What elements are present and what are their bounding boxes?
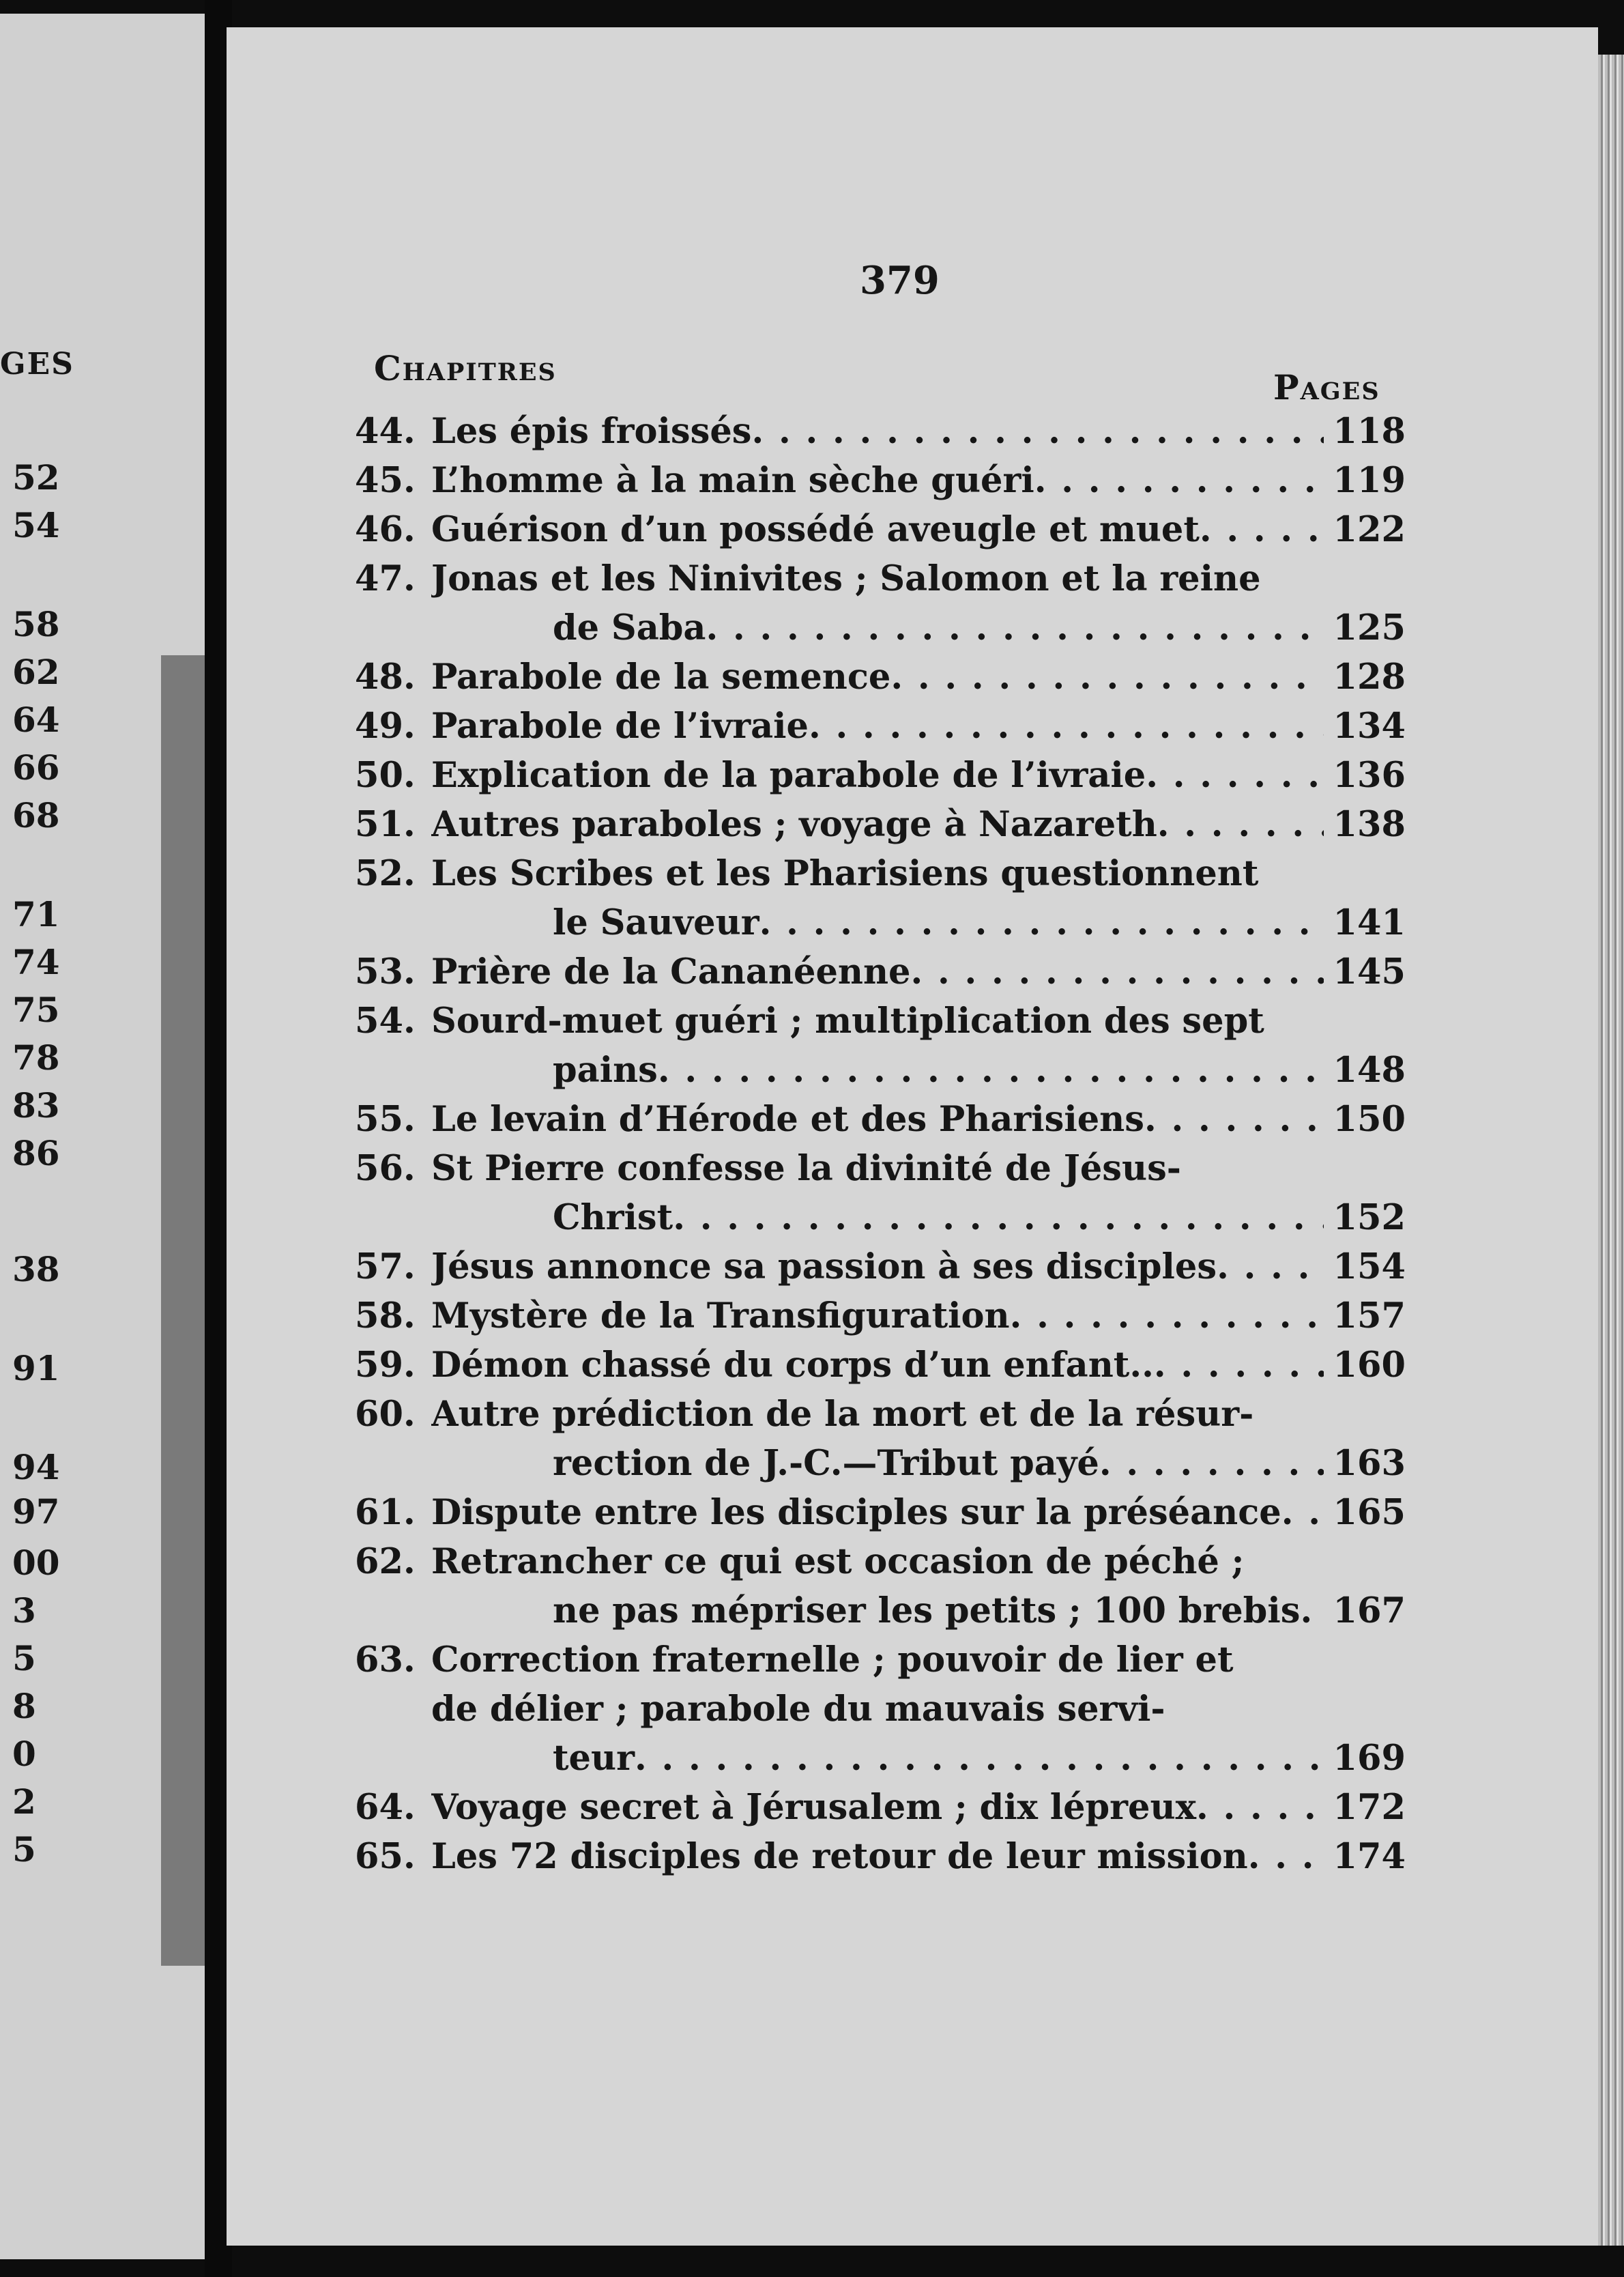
chapter-number: 51. (355, 804, 416, 845)
page-ref: 152 (1333, 1197, 1406, 1238)
chapter-number: 44. (355, 411, 416, 452)
page-ref: 136 (1333, 755, 1406, 796)
page-ref: 134 (1333, 706, 1406, 747)
toc-entry (355, 1488, 1406, 1537)
page-ref: 145 (1333, 951, 1406, 992)
page-ref: 157 (1333, 1295, 1406, 1336)
page-ref: 148 (1333, 1050, 1406, 1091)
chapter-number: 65. (355, 1836, 416, 1877)
chapter-number: 45. (355, 460, 416, 501)
chapter-number: 54. (355, 1001, 416, 1042)
chapter-number: 60. (355, 1394, 416, 1435)
toc-entry (355, 1832, 1406, 1881)
previous-page-number: 68 (12, 795, 60, 835)
chapters-header: Chapitres (374, 348, 557, 388)
chapter-number: 50. (355, 755, 416, 796)
dot-leader (1217, 1242, 1324, 1291)
dot-leader (635, 1734, 1324, 1783)
page-ref: 128 (1333, 657, 1406, 698)
dot-leader (1034, 456, 1324, 505)
chapter-title: Explication de la parabole de l’ivraie (431, 755, 1146, 796)
previous-page-number: 5 (12, 1638, 36, 1678)
toc-entry (355, 1635, 1406, 1783)
toc-entry (355, 653, 1406, 702)
dot-leader (673, 1193, 1324, 1242)
chapter-title: Autre prédiction de la mort et de la résur- (431, 1394, 1254, 1435)
previous-page-number: 0 (12, 1734, 36, 1774)
previous-page-number: 58 (12, 604, 60, 644)
previous-page-number: 97 (12, 1491, 60, 1532)
toc-entry (355, 849, 1406, 947)
dot-leader (1010, 1291, 1324, 1341)
dot-leader (1248, 1832, 1324, 1881)
chapter-title: Correction fraternelle ; pouvoir de lier et (431, 1639, 1234, 1680)
page-ref: 174 (1333, 1836, 1406, 1877)
previous-page-number: 86 (12, 1133, 60, 1173)
page-ref: 165 (1333, 1492, 1406, 1533)
dot-leader (1281, 1488, 1324, 1537)
chapter-number: 62. (355, 1541, 416, 1582)
toc-entry (355, 947, 1406, 997)
chapter-title: de délier ; parabole du mauvais servi- (431, 1689, 1165, 1730)
previous-page-number: 75 (12, 990, 60, 1030)
toc-entry (355, 407, 1406, 456)
page-ref: 169 (1333, 1738, 1406, 1779)
previous-page-number: 71 (12, 894, 60, 934)
toc-entry (355, 1291, 1406, 1341)
previous-page-number: 5 (12, 1829, 36, 1870)
chapter-number: 58. (355, 1295, 416, 1336)
page-ref: 119 (1333, 460, 1406, 501)
page-ref: 172 (1333, 1787, 1406, 1828)
chapter-title: Parabole de la semence (431, 657, 891, 698)
page-ref: 160 (1333, 1345, 1406, 1386)
chapter-title: teur (553, 1738, 635, 1779)
page-number: 379 (860, 258, 940, 303)
previous-page-number: 8 (12, 1686, 36, 1726)
chapter-title: rection de J.-C.—Tribut payé (553, 1443, 1099, 1484)
toc-entry (355, 554, 1406, 653)
toc-entry (355, 800, 1406, 849)
previous-page-number: 83 (12, 1085, 60, 1126)
page-ref: 122 (1333, 509, 1406, 550)
previous-page-number: 54 (12, 505, 60, 545)
dot-leader (752, 407, 1324, 456)
dot-leader (890, 653, 1324, 702)
page-edges (1598, 55, 1624, 2246)
previous-page-number: 94 (12, 1447, 60, 1487)
previous-page-number: 66 (12, 747, 60, 788)
page-ref: 125 (1333, 607, 1406, 648)
chapter-title: Jonas et les Ninivites ; Salomon et la reine (431, 558, 1261, 599)
toc-entry (355, 702, 1406, 751)
chapter-title: Démon chassé du corps d’un enfant.. (431, 1345, 1154, 1386)
toc-entry (355, 997, 1406, 1095)
chapter-title: Guérison d’un possédé aveugle et muet (431, 509, 1200, 550)
previous-page-number: 62 (12, 652, 60, 692)
chapter-number: 53. (355, 951, 416, 992)
page-ref: 167 (1333, 1590, 1406, 1631)
chapter-number: 49. (355, 706, 416, 747)
chapter-title: Prière de la Cananéenne (431, 951, 911, 992)
chapter-title: St Pierre confesse la divinité de Jésus- (431, 1148, 1181, 1189)
page-ref: 118 (1333, 411, 1406, 452)
chapter-title: Les épis froissés (431, 411, 752, 452)
chapter-title: ne pas mépriser les petits ; 100 brebis (553, 1590, 1301, 1631)
dot-leader (658, 1046, 1324, 1095)
page-ref: 141 (1333, 902, 1406, 943)
dot-leader (1157, 800, 1324, 849)
chapter-title: L’homme à la main sèche guéri (431, 460, 1034, 501)
previous-page-number: 64 (12, 700, 60, 740)
previous-page-header: GES (0, 347, 74, 382)
toc-entry (355, 1095, 1406, 1144)
chapter-title: Parabole de l’ivraie (431, 706, 809, 747)
toc-entry (355, 751, 1406, 800)
chapter-number: 47. (355, 558, 416, 599)
toc-entry (355, 456, 1406, 505)
chapter-title: Autres paraboles ; voyage à Nazareth (431, 804, 1157, 845)
dot-leader (1154, 1341, 1324, 1390)
toc-entry (355, 1341, 1406, 1390)
chapter-title: Retrancher ce qui est occasion de péché ; (431, 1541, 1245, 1582)
previous-page-number: 38 (12, 1249, 60, 1289)
chapter-number: 56. (355, 1148, 416, 1189)
previous-page-number: 00 (12, 1543, 60, 1583)
pages-header: Pages (1273, 367, 1380, 407)
chapter-title: Voyage secret à Jérusalem ; dix lépreux (431, 1787, 1196, 1828)
chapter-number: 61. (355, 1492, 416, 1533)
dot-leader (1300, 1586, 1324, 1635)
toc-entry (355, 1144, 1406, 1242)
binding-shadow (161, 655, 209, 1966)
dot-leader (1146, 751, 1324, 800)
chapter-title: Jésus annonce sa passion à ses disciples (431, 1246, 1217, 1287)
chapter-number: 55. (355, 1099, 416, 1140)
dot-leader (1200, 505, 1324, 554)
chapter-number: 46. (355, 509, 416, 550)
table-of-contents (355, 407, 1406, 1881)
chapter-title: Sourd-muet guéri ; multiplication des sept (431, 1001, 1264, 1042)
chapter-number: 48. (355, 657, 416, 698)
previous-page-number: 52 (12, 457, 60, 498)
previous-page-number: 91 (12, 1348, 60, 1388)
chapter-title: Le levain d’Hérode et des Pharisiens (431, 1099, 1144, 1140)
chapter-number: 64. (355, 1787, 416, 1828)
dot-leader (759, 898, 1324, 947)
chapter-title: Les Scribes et les Pharisiens questionnent (431, 853, 1259, 894)
toc-entry (355, 1537, 1406, 1635)
chapter-title: Les 72 disciples de retour de leur mission (431, 1836, 1248, 1877)
dot-leader (911, 947, 1324, 997)
dot-leader (809, 702, 1324, 751)
previous-page-number: 78 (12, 1037, 60, 1078)
dot-leader (1099, 1439, 1324, 1488)
dot-leader (706, 603, 1324, 653)
chapter-title: le Sauveur (553, 902, 759, 943)
chapter-title: Mystère de la Transfiguration (431, 1295, 1010, 1336)
chapter-title: Dispute entre les disciples sur la préséance (431, 1492, 1281, 1533)
page-ref: 163 (1333, 1443, 1406, 1484)
page-ref: 154 (1333, 1246, 1406, 1287)
previous-page-number: 2 (12, 1781, 36, 1822)
chapter-number: 57. (355, 1246, 416, 1287)
toc-entry (355, 1390, 1406, 1488)
toc-entry (355, 1242, 1406, 1291)
chapter-title: pains (553, 1050, 658, 1091)
chapter-number: 59. (355, 1345, 416, 1386)
page-ref: 138 (1333, 804, 1406, 845)
chapter-title: Christ (553, 1197, 673, 1238)
chapter-number: 63. (355, 1639, 416, 1680)
previous-page-number: 3 (12, 1590, 36, 1631)
previous-page-number: 74 (12, 942, 60, 982)
chapter-number: 52. (355, 853, 416, 894)
page-ref: 150 (1333, 1099, 1406, 1140)
dot-leader (1196, 1783, 1324, 1832)
toc-entry (355, 1783, 1406, 1832)
dot-leader (1144, 1095, 1324, 1144)
toc-entry (355, 505, 1406, 554)
chapter-title: de Saba (553, 607, 706, 648)
